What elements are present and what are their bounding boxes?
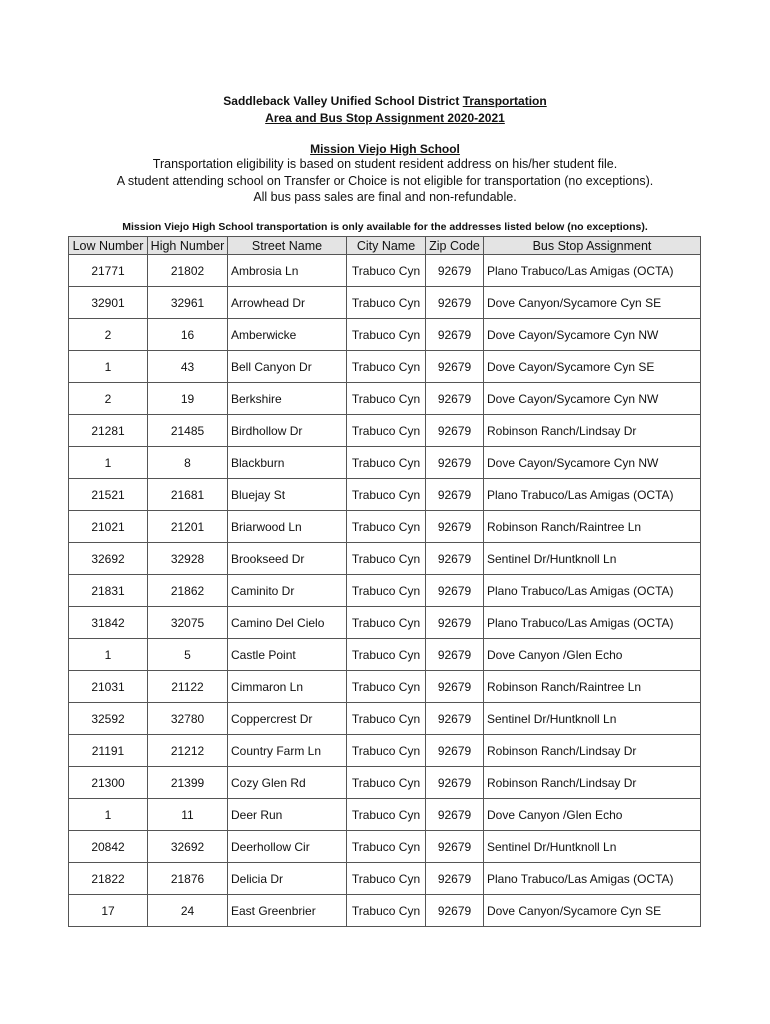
street-name-cell: Cimmaron Ln [228,671,347,703]
low-number-cell: 32592 [69,703,148,735]
column-header-bus-stop: Bus Stop Assignment [484,237,701,255]
school-name: Mission Viejo High School [310,142,460,156]
table-row [69,511,701,543]
zip-code-cell: 92679 [426,511,484,543]
table-row [69,383,701,415]
low-number-cell: 32901 [69,287,148,319]
low-number-cell: 20842 [69,831,148,863]
table-row [69,287,701,319]
city-name-cell: Trabuco Cyn [347,639,426,671]
street-name-cell: Briarwood Ln [228,511,347,543]
low-number-cell: 21191 [69,735,148,767]
zip-code-cell: 92679 [426,543,484,575]
street-name-cell: Caminito Dr [228,575,347,607]
low-number-cell: 21521 [69,479,148,511]
high-number-cell: 16 [148,319,228,351]
bus-stop-cell: Sentinel Dr/Huntknoll Ln [484,543,701,575]
low-number-cell: 21822 [69,863,148,895]
zip-code-cell: 92679 [426,479,484,511]
city-name-cell: Trabuco Cyn [347,351,426,383]
high-number-cell: 32780 [148,703,228,735]
table-body [69,255,701,927]
bus-stop-cell: Plano Trabuco/Las Amigas (OCTA) [484,575,701,607]
zip-code-cell: 92679 [426,831,484,863]
zip-code-cell: 92679 [426,447,484,479]
zip-code-cell: 92679 [426,383,484,415]
bus-stop-cell: Plano Trabuco/Las Amigas (OCTA) [484,255,701,287]
low-number-cell: 21021 [69,511,148,543]
low-number-cell: 21831 [69,575,148,607]
low-number-cell: 21281 [69,415,148,447]
table-row [69,863,701,895]
zip-code-cell: 92679 [426,703,484,735]
table-row [69,479,701,511]
table-row [69,735,701,767]
bus-stop-cell: Dove Cayon/Sycamore Cyn SE [484,351,701,383]
low-number-cell: 2 [69,383,148,415]
city-name-cell: Trabuco Cyn [347,511,426,543]
street-name-cell: Bell Canyon Dr [228,351,347,383]
city-name-cell: Trabuco Cyn [347,735,426,767]
city-name-cell: Trabuco Cyn [347,831,426,863]
bus-stop-cell: Robinson Ranch/Raintree Ln [484,511,701,543]
document-title [0,94,770,108]
street-name-cell: Berkshire [228,383,347,415]
high-number-cell: 21862 [148,575,228,607]
city-name-cell: Trabuco Cyn [347,703,426,735]
high-number-cell: 21212 [148,735,228,767]
zip-code-cell: 92679 [426,863,484,895]
high-number-cell: 19 [148,383,228,415]
low-number-cell: 32692 [69,543,148,575]
high-number-cell: 5 [148,639,228,671]
street-name-cell: Coppercrest Dr [228,703,347,735]
zip-code-cell: 92679 [426,415,484,447]
table-row [69,447,701,479]
table-row [69,543,701,575]
high-number-cell: 11 [148,799,228,831]
city-name-cell: Trabuco Cyn [347,543,426,575]
city-name-cell: Trabuco Cyn [347,383,426,415]
bus-stop-table [68,236,701,927]
title-main: Saddleback Valley Unified School District [223,94,463,108]
table-row [69,607,701,639]
table-row [69,415,701,447]
city-name-cell: Trabuco Cyn [347,447,426,479]
city-name-cell: Trabuco Cyn [347,895,426,927]
zip-code-cell: 92679 [426,799,484,831]
street-name-cell: Delicia Dr [228,863,347,895]
table-row [69,639,701,671]
high-number-cell: 8 [148,447,228,479]
city-name-cell: Trabuco Cyn [347,863,426,895]
street-name-cell: Cozy Glen Rd [228,767,347,799]
table-row [69,703,701,735]
bus-stop-cell: Dove Cayon/Sycamore Cyn NW [484,383,701,415]
low-number-cell: 31842 [69,607,148,639]
street-name-cell: Ambrosia Ln [228,255,347,287]
street-name-cell: Blackburn [228,447,347,479]
street-name-cell: Deerhollow Cir [228,831,347,863]
city-name-cell: Trabuco Cyn [347,607,426,639]
street-name-cell: Camino Del Cielo [228,607,347,639]
high-number-cell: 21122 [148,671,228,703]
city-name-cell: Trabuco Cyn [347,255,426,287]
low-number-cell: 1 [69,351,148,383]
city-name-cell: Trabuco Cyn [347,319,426,351]
high-number-cell: 24 [148,895,228,927]
zip-code-cell: 92679 [426,767,484,799]
street-name-cell: Bluejay St [228,479,347,511]
bus-stop-cell: Dove Canyon/Sycamore Cyn SE [484,895,701,927]
table-row [69,767,701,799]
title-underlined: Transportation [462,94,547,108]
bus-stop-cell: Robinson Ranch/Lindsay Dr [484,735,701,767]
zip-code-cell: 92679 [426,255,484,287]
bus-stop-cell: Dove Canyon /Glen Echo [484,639,701,671]
table-row [69,255,701,287]
bus-stop-cell: Plano Trabuco/Las Amigas (OCTA) [484,479,701,511]
low-number-cell: 1 [69,447,148,479]
high-number-cell: 21876 [148,863,228,895]
zip-code-cell: 92679 [426,735,484,767]
street-name-cell: Amberwicke [228,319,347,351]
bus-stop-cell: Robinson Ranch/Lindsay Dr [484,415,701,447]
column-header-high-number: High Number [148,237,228,255]
zip-code-cell: 92679 [426,895,484,927]
transfer-note: A student attending school on Transfer or Choice is not eligible for transportation (no exceptions). [116,174,654,188]
city-name-cell: Trabuco Cyn [347,415,426,447]
table-row [69,351,701,383]
city-name-cell: Trabuco Cyn [347,671,426,703]
table-header-row [69,237,701,255]
street-name-cell: Birdhollow Dr [228,415,347,447]
low-number-cell: 21031 [69,671,148,703]
high-number-cell: 43 [148,351,228,383]
zip-code-cell: 92679 [426,607,484,639]
table-row [69,799,701,831]
city-name-cell: Trabuco Cyn [347,287,426,319]
street-name-cell: Country Farm Ln [228,735,347,767]
bus-stop-cell: Robinson Ranch/Lindsay Dr [484,767,701,799]
zip-code-cell: 92679 [426,639,484,671]
table-row [69,671,701,703]
low-number-cell: 1 [69,639,148,671]
bus-stop-cell: Plano Trabuco/Las Amigas (OCTA) [484,607,701,639]
low-number-cell: 2 [69,319,148,351]
zip-code-cell: 92679 [426,671,484,703]
street-name-cell: Brookseed Dr [228,543,347,575]
bus-stop-cell: Dove Canyon/Sycamore Cyn SE [484,287,701,319]
column-header-street-name: Street Name [228,237,347,255]
high-number-cell: 21399 [148,767,228,799]
zip-code-cell: 92679 [426,319,484,351]
bus-stop-cell: Dove Cayon/Sycamore Cyn NW [484,319,701,351]
high-number-cell: 21681 [148,479,228,511]
bus-stop-cell: Robinson Ranch/Raintree Ln [484,671,701,703]
bus-stop-cell: Dove Cayon/Sycamore Cyn NW [484,447,701,479]
low-number-cell: 21300 [69,767,148,799]
zip-code-cell: 92679 [426,575,484,607]
document-subtitle: Area and Bus Stop Assignment 2020-2021 [265,111,505,125]
high-number-cell: 32961 [148,287,228,319]
low-number-cell: 21771 [69,255,148,287]
city-name-cell: Trabuco Cyn [347,799,426,831]
city-name-cell: Trabuco Cyn [347,767,426,799]
low-number-cell: 1 [69,799,148,831]
table-row [69,575,701,607]
high-number-cell: 21201 [148,511,228,543]
bus-stop-cell: Sentinel Dr/Huntknoll Ln [484,703,701,735]
eligibility-note: Transportation eligibility is based on student resident address on his/her student file. [152,157,618,171]
zip-code-cell: 92679 [426,287,484,319]
high-number-cell: 32692 [148,831,228,863]
column-header-low-number: Low Number [69,237,148,255]
table-row [69,895,701,927]
zip-code-cell: 92679 [426,351,484,383]
street-name-cell: Castle Point [228,639,347,671]
high-number-cell: 32928 [148,543,228,575]
high-number-cell: 21802 [148,255,228,287]
column-header-zip-code: Zip Code [426,237,484,255]
street-name-cell: Deer Run [228,799,347,831]
high-number-cell: 21485 [148,415,228,447]
table-row [69,319,701,351]
bus-stop-cell: Dove Canyon /Glen Echo [484,799,701,831]
sales-note: All bus pass sales are final and non-refundable. [253,190,517,204]
table-row [69,831,701,863]
street-name-cell: Arrowhead Dr [228,287,347,319]
low-number-cell: 17 [69,895,148,927]
street-name-cell: East Greenbrier [228,895,347,927]
city-name-cell: Trabuco Cyn [347,479,426,511]
availability-note: Mission Viejo High School transportation is only available for the addresses listed below (no exceptions). [122,221,648,233]
city-name-cell: Trabuco Cyn [347,575,426,607]
bus-stop-cell: Plano Trabuco/Las Amigas (OCTA) [484,863,701,895]
high-number-cell: 32075 [148,607,228,639]
bus-stop-cell: Sentinel Dr/Huntknoll Ln [484,831,701,863]
column-header-city-name: City Name [347,237,426,255]
